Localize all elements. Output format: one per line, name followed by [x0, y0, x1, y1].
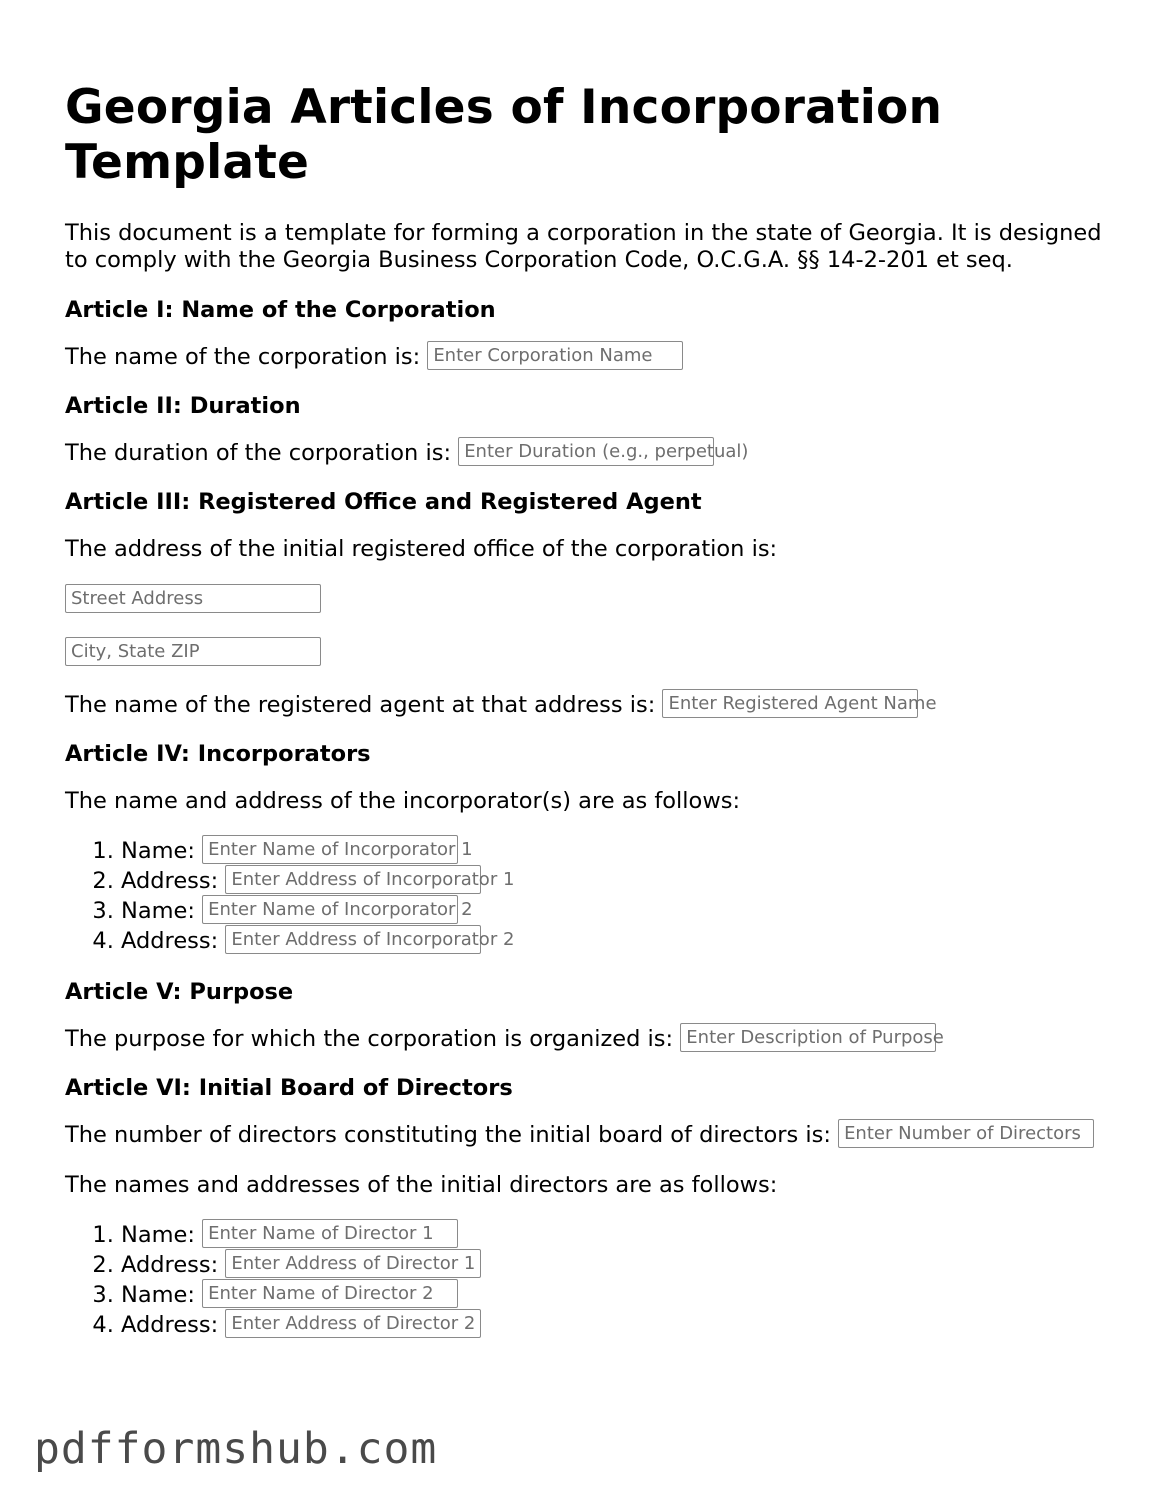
director-1-name-label: Name: — [121, 1222, 195, 1248]
article-2-text: The duration of the corporation is: — [65, 440, 452, 466]
article-3-agent-text: The name of the registered agent at that address is: — [65, 692, 656, 718]
director-2-name-label: Name: — [121, 1282, 195, 1308]
watermark-text: pdfformshub.com — [34, 1424, 438, 1474]
page-title: Georgia Articles of Incorporation Template — [65, 80, 943, 190]
article-5-line — [65, 1024, 1105, 1054]
director-1-name-input[interactable]: Enter Name of Director 1 — [202, 1219, 458, 1248]
intro-text: This document is a template for forming a corporation in the state of Georgia. It is designed to comply with the Georgia Business Corporation Code, O.C.G.A. §§ 14-2-201 et seq. — [65, 220, 1102, 273]
incorporator-1-name-label: Name: — [121, 838, 195, 864]
list-item — [121, 866, 1105, 896]
directors-list — [65, 1220, 1105, 1340]
registered-agent-input[interactable]: Enter Registered Agent Name — [662, 689, 918, 718]
corporation-name-input[interactable]: Enter Corporation Name — [427, 341, 683, 370]
list-item — [121, 836, 1105, 866]
incorporator-2-name-label: Name: — [121, 898, 195, 924]
incorporators-list — [65, 836, 1105, 956]
article-6-number-line — [65, 1120, 1105, 1150]
incorporator-2-address-label: Address: — [121, 928, 219, 954]
director-1-address-input[interactable]: Enter Address of Director 1 — [225, 1249, 481, 1278]
article-2-heading: Article II: Duration — [65, 393, 301, 419]
list-item — [121, 1280, 1105, 1310]
article-6-number-text: The number of directors constituting the initial board of directors is: — [65, 1122, 831, 1148]
list-item — [121, 1310, 1105, 1340]
article-2-line — [65, 438, 1105, 468]
article-3-heading: Article III: Registered Office and Registered Agent — [65, 489, 702, 515]
number-of-directors-input[interactable]: Enter Number of Directors — [838, 1119, 1094, 1148]
article-6-heading: Article VI: Initial Board of Directors — [65, 1075, 513, 1101]
city-state-zip-input[interactable]: City, State ZIP — [65, 637, 321, 666]
director-1-address-label: Address: — [121, 1252, 219, 1278]
article-5-heading: Article V: Purpose — [65, 979, 294, 1005]
director-2-address-label: Address: — [121, 1312, 219, 1338]
list-item — [121, 896, 1105, 926]
street-address-input[interactable]: Street Address — [65, 584, 321, 613]
article-3-agent-line — [65, 690, 1105, 720]
article-4-heading: Article IV: Incorporators — [65, 741, 371, 767]
incorporator-2-name-input[interactable]: Enter Name of Incorporator 2 — [202, 895, 458, 924]
article-1-text: The name of the corporation is: — [65, 344, 421, 370]
purpose-input[interactable]: Enter Description of Purpose — [680, 1023, 936, 1052]
article-4-text: The name and address of the incorporator(s) are as follows: — [65, 788, 741, 814]
incorporator-1-name-input[interactable]: Enter Name of Incorporator 1 — [202, 835, 458, 864]
document-page — [65, 80, 1105, 1362]
article-1-line — [65, 342, 1105, 372]
article-3-text: The address of the initial registered office of the corporation is: — [65, 536, 778, 562]
incorporator-2-address-input[interactable]: Enter Address of Incorporator 2 — [225, 925, 481, 954]
incorporator-1-address-input[interactable]: Enter Address of Incorporator 1 — [225, 865, 481, 894]
article-5-text: The purpose for which the corporation is organized is: — [65, 1026, 674, 1052]
list-item — [121, 926, 1105, 956]
list-item — [121, 1250, 1105, 1280]
director-2-address-input[interactable]: Enter Address of Director 2 — [225, 1309, 481, 1338]
director-2-name-input[interactable]: Enter Name of Director 2 — [202, 1279, 458, 1308]
duration-input[interactable]: Enter Duration (e.g., perpetual) — [458, 437, 714, 466]
article-6-names-text: The names and addresses of the initial directors are as follows: — [65, 1172, 778, 1198]
article-1-heading: Article I: Name of the Corporation — [65, 297, 496, 323]
incorporator-1-address-label: Address: — [121, 868, 219, 894]
list-item — [121, 1220, 1105, 1250]
